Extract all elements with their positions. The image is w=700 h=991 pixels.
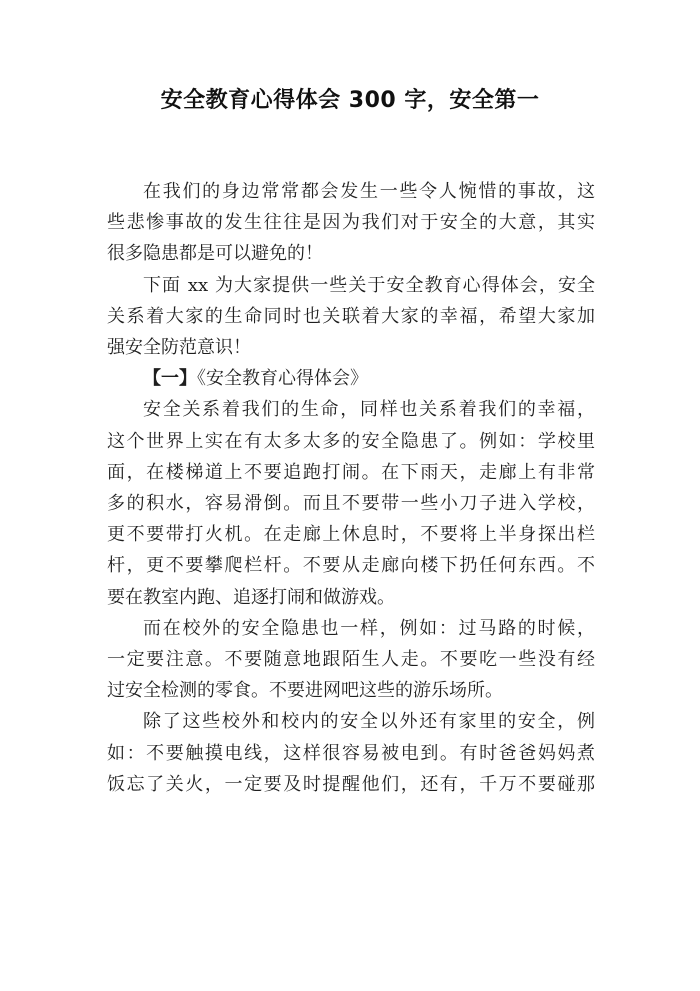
paragraph-intro-1 (107, 176, 595, 270)
text-line: 如：不要触摸电线，这样很容易被电到。有时爸爸妈妈煮 (107, 742, 595, 764)
paragraph-section-2 (107, 613, 595, 707)
paragraph-intro-2 (107, 270, 595, 364)
text-line: 杆，更不要攀爬栏杆。不要从走廊向楼下扔任何东西。不 (107, 555, 595, 577)
section-heading-text: 《安全教育心得体会》 (197, 368, 368, 390)
text-line: 过安全检测的零食。不要进网吧这些的游乐场所。 (107, 680, 503, 702)
document-title: 安全教育心得体会 300 字，安全第一 (160, 88, 540, 113)
text-line: 下面 xx 为大家提供一些关于安全教育心得体会，安全 (143, 274, 595, 296)
text-line: 而在校外的安全隐患也一样，例如：过马路的时候， (143, 617, 595, 639)
text-line: 一定要注意。不要随意地跟陌生人走。不要吃一些没有经 (107, 649, 595, 671)
paragraph-section-3 (107, 706, 595, 800)
text-line: 在我们的身边常常都会发生一些令人惋惜的事故，这 (143, 181, 595, 202)
text-line: 饭忘了关火，一定要及时提醒他们，还有，千万不要碰那 (107, 773, 595, 795)
document-body (107, 176, 595, 800)
section-marker: 【一】 (143, 368, 197, 390)
text-line: 多的积水，容易滑倒。而且不要带一些小刀子进入学校， (107, 493, 595, 515)
section-heading (107, 363, 595, 394)
text-line: 强安全防范意识！ (107, 337, 251, 359)
text-line: 安全关系着我们的生命，同样也关系着我们的幸福， (143, 399, 595, 421)
text-line: 更不要带打火机。在走廊上休息时，不要将上半身探出栏 (107, 524, 595, 546)
paragraph-section-1 (107, 394, 595, 612)
text-line: 要在教室内跑、追逐打闹和做游戏。 (107, 586, 395, 608)
text-line: 很多隐患都是可以避免的！ (107, 243, 323, 265)
text-line: 除了这些校外和校内的安全以外还有家里的安全，例 (143, 711, 595, 733)
text-line: 这个世界上实在有太多太多的安全隐患了。例如：学校里 (107, 430, 595, 452)
text-line: 关系着大家的生命同时也关联着大家的幸福，希望大家加 (107, 305, 595, 327)
text-line: 面，在楼梯道上不要追跑打闹。在下雨天，走廊上有非常 (107, 461, 595, 483)
text-line: 些悲惨事故的发生往往是因为我们对于安全的大意，其实 (107, 212, 595, 234)
